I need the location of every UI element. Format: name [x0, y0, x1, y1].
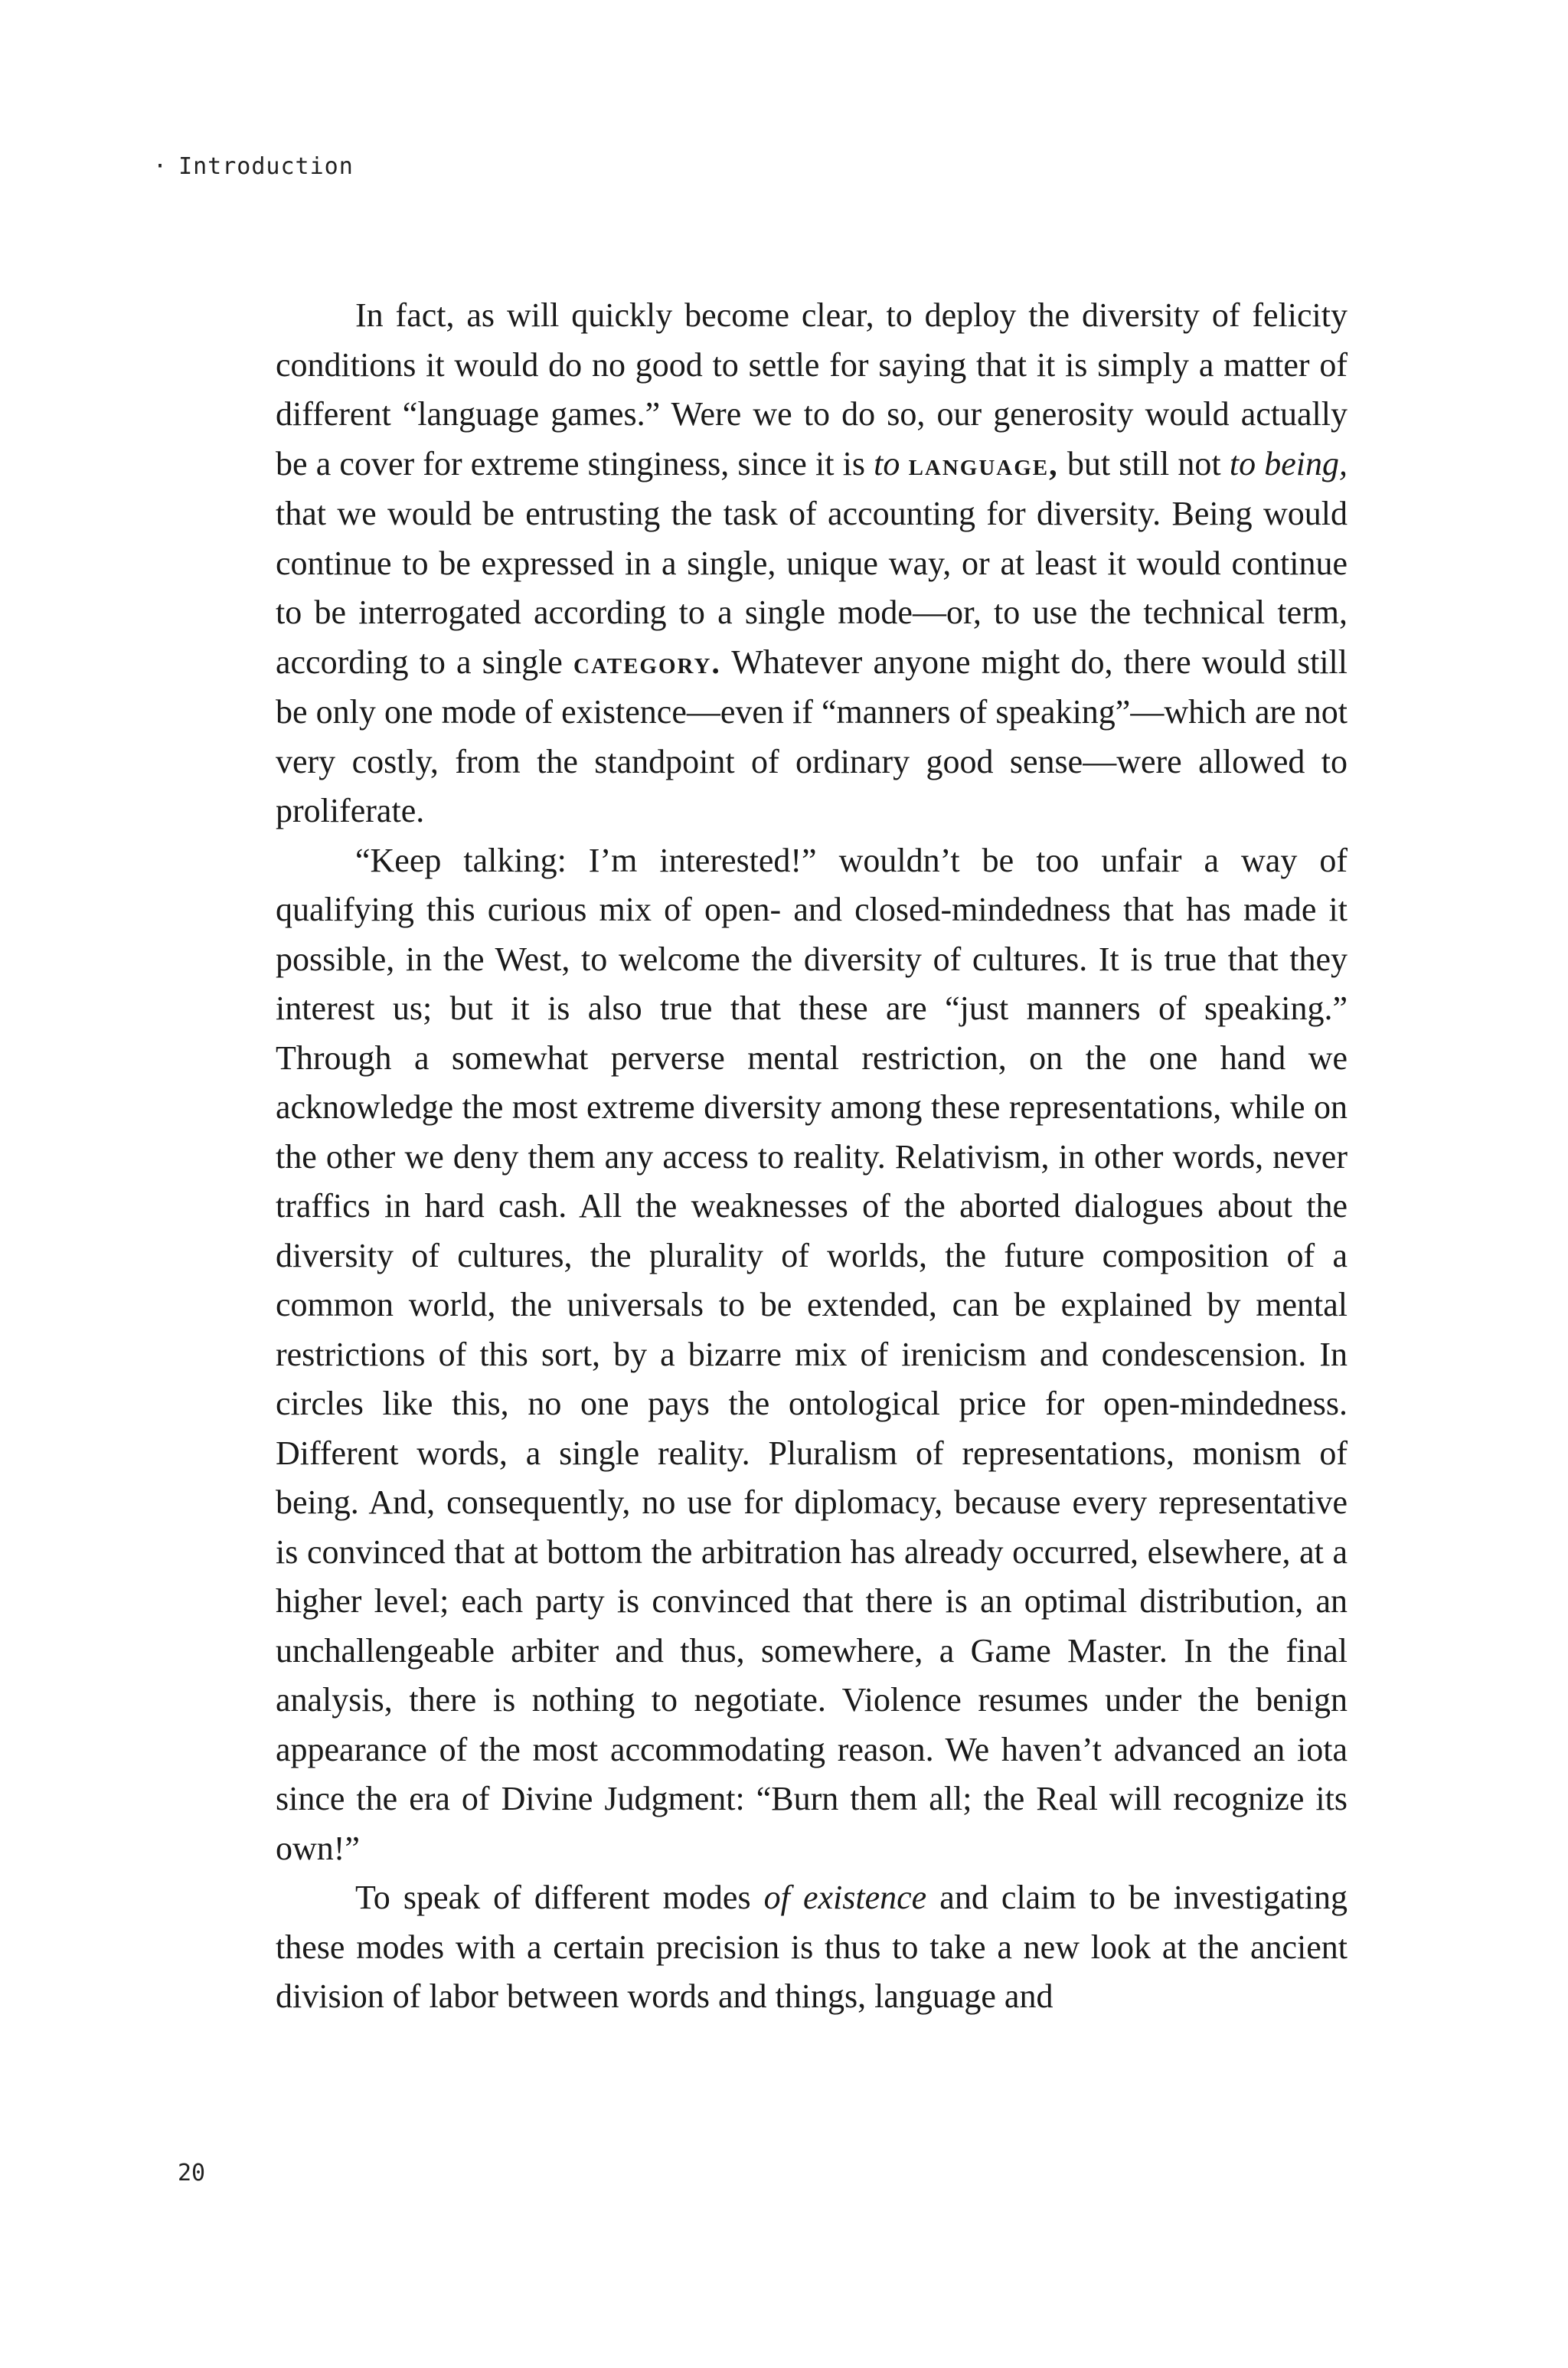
text-run: and claim to be investigating these modes with a certain precision is thus to take a new look at the ancient division of labor between words and things, language and — [276, 1879, 1348, 2015]
small-caps-term: language, — [908, 446, 1059, 482]
text-run: that we would be entrusting the task of accounting for diversity. Being would continue to be expressed in a single, unique way, or at least it would continue to be interrogated according to a single mode—or, to use the technical term, according to a single — [276, 495, 1348, 681]
running-head — [153, 152, 354, 182]
running-head-bullet: · — [153, 153, 168, 180]
text-run: “Keep talking: I’m interested!” wouldn’t be too unfair a way of qualifying this curious mix of open- and closed-mindedness that has made it possible, in the West, to welcome the diversity of cultures. It is true that they interest us; but it is also true that these are “just manners of speaking.” Through a somewhat perverse mental restriction, on the one hand we acknowledge the most extreme diversity among these representations, while on the other we deny them any access to reality. Relativism, in other words, never traffics in hard cash. All the weaknesses of the aborted dialogues about the diversity of cultures, the plurality of worlds, the future composition of a common world, the universals to be extended, can be explained by mental restrictions of this sort, by a bizarre mix of irenicism and condescension. In circles like this, no one pays the ontological price for open-mindedness. Different words, a single reality. Pluralism of representations, monism of being. And, consequently, no use for diplomacy, because every representative is convinced that at bottom the arbitration has already occurred, elsewhere, at a higher level; each party is convinced that there is an optimal distribution, an unchallengeable arbiter and thus, somewhere, a Game Master. In the final analysis, there is nothing to negotiate. Violence resumes under the benign appearance of the most accommodating reason. We haven’t advanced an iota since the era of Divine Judgment: “Burn them all; the Real will recognize its own!” — [276, 841, 1348, 1867]
italic-run: to being, — [1229, 444, 1348, 482]
text-run — [900, 445, 908, 482]
paragraph — [276, 291, 1348, 836]
running-head-title: Introduction — [178, 153, 354, 180]
text-run: but still not — [1058, 444, 1230, 482]
body-text — [276, 291, 1348, 2022]
small-caps-term: category. — [573, 645, 721, 681]
italic-run: to — [874, 444, 900, 482]
paragraph — [276, 1873, 1348, 2022]
paragraph — [276, 836, 1348, 1874]
text-run: To speak of different modes — [355, 1879, 764, 1916]
text-run: In fact, as will quickly become clear, to deploy the diversity of felicity conditions it would do no good to settle for saying that it is simply a matter of different “language games.” Were we to do so, our generosity would actually be a cover for extreme stinginess, since it is — [276, 296, 1348, 482]
italic-run: of existence — [763, 1879, 927, 1916]
text-run: Whatever anyone might do, there would still be only one mode of existence—even if “manners of speaking”—which are not very costly, from the standpoint of ordinary good sense—were allowed to proliferate. — [276, 643, 1348, 829]
page-number: 20 — [178, 2160, 206, 2186]
